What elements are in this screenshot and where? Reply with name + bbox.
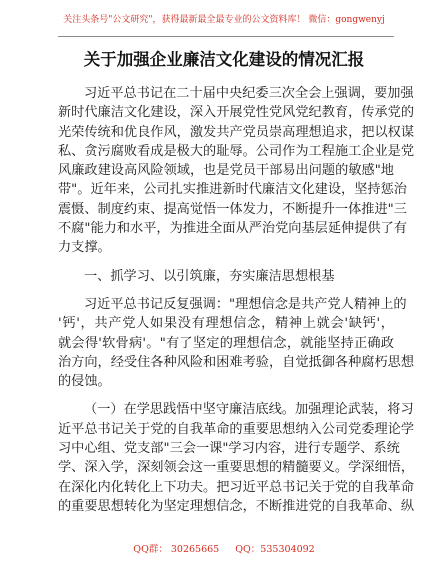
text-line: 习中心组、党支部"三会一课"学习内容，进行专题学、系统 [58,441,400,457]
text-line: （一）在学思践悟中坚守廉洁底线。加强理论武装，将习 [84,402,414,418]
header-divider [58,36,394,37]
text-line: 光荣传统和优良作风，激发共产党员崇高理想追求，把以权谋 [58,124,415,140]
top-banner: 关注头条号"公文研究"，获得最新最全最专业的公文资料库！ 微信：gongwenyj [63,15,385,25]
section1-paragraph [58,295,415,391]
qq-label: QQ：535304092 [235,544,315,555]
section-heading: 一、抓学习、以引筑廉，夯实廉洁思想根基 [84,268,335,284]
document-body [58,84,415,516]
text-line: 私、贪污腐败看成是极大的耻辱。公司作为工程施工企业是党 [58,143,415,159]
text-line: 震慑、制度约束、提高觉悟一体发力，不断提升一体推进"三 [58,201,407,217]
text-line: 近平总书记关于党的自我革命的重要思想纳入公司党委理论学 [58,421,415,437]
paragraph-gap [58,391,394,400]
text-line: 新时代廉洁文化建设，深入开展党性党风党纪教育，传承党的 [58,105,415,121]
text-line: 不腐"能力和水平，为推进全面从严治党向基层延伸提供了有 [58,221,407,237]
qq-group-label: QQ群： 30265665 [133,544,220,555]
paragraph-gap [58,286,394,295]
text-line: 学、深入学，深刻领会这一重要思想的精髓要义。学深细悟， [58,460,415,476]
page-footer [0,544,448,556]
intro-paragraph [58,84,415,258]
paragraph-gap [58,258,394,267]
subsection1-paragraph [58,400,415,516]
text-line: 治方向，经受住各种风险和困难考验，自觉抵御各种腐朽思想 [58,354,415,370]
text-line: 带"。近年来，公司扎实推进新时代廉洁文化建设，坚持惩治 [58,182,407,198]
text-line: 就会得'软骨病'。"有了坚定的理想信念，就能坚持正确政 [58,335,394,351]
text-line: 习近平总书记反复强调："理想信念是共产党人精神上的 [84,296,407,312]
text-line: 力支撑。 [58,240,111,256]
text-line: 在深化内化转化上下功夫。把习近平总书记关于党的自我革命 [58,479,415,495]
document-title: 关于加强企业廉洁文化建设的情况汇报 [83,50,365,69]
text-line: 的侵蚀。 [58,374,111,390]
text-line: 风廉政建设高风险领域，也是党员干部易出问题的敏感"地 [58,163,394,179]
text-line: '钙'，共产党人如果没有理想信念，精神上就会'缺钙'， [58,316,394,332]
text-line: 习近平总书记在二十届中央纪委三次全会上强调，要加强 [84,86,414,101]
text-line: 的重要思想转化为坚定理想信念，不断推进党的自我革命、纵 [58,498,415,514]
